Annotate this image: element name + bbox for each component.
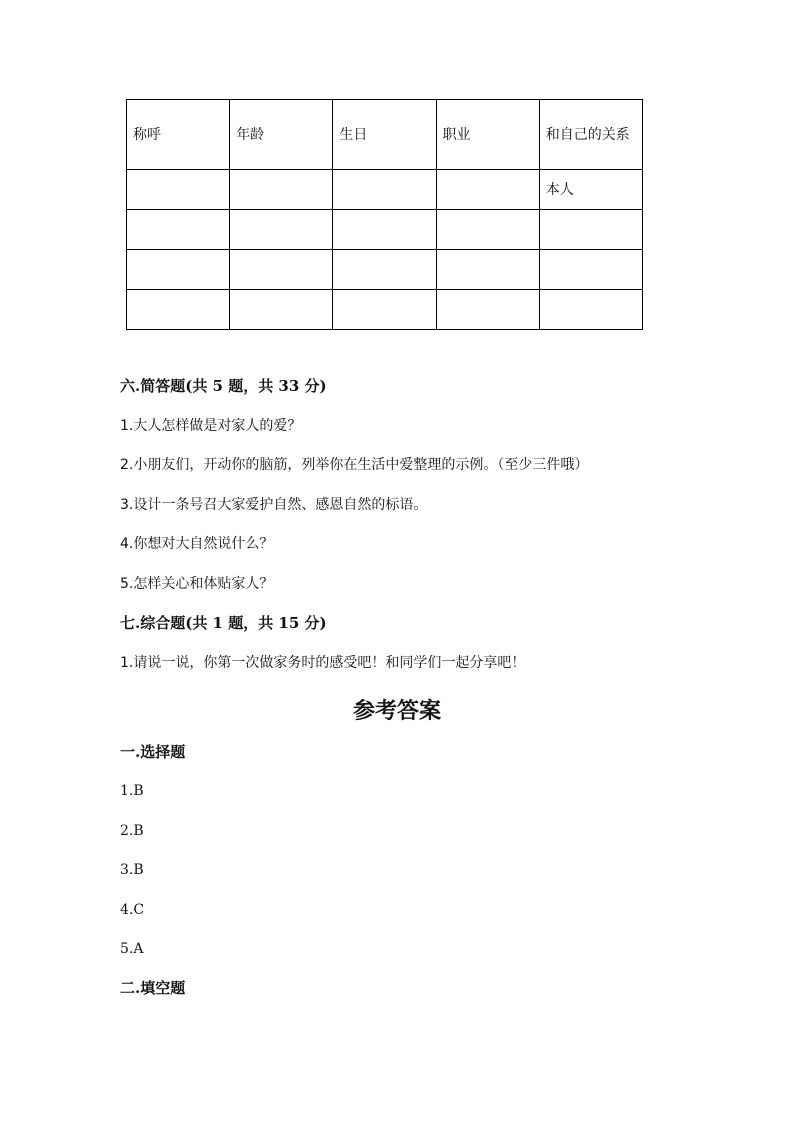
- answer-section1-heading: 一.选择题: [120, 743, 186, 761]
- table-cell[interactable]: [333, 170, 436, 210]
- header-age: 年龄: [230, 100, 333, 170]
- question-item: 4.你想对大自然说什么？: [120, 536, 274, 552]
- table-cell[interactable]: [333, 250, 436, 290]
- table-row: [127, 170, 643, 210]
- table-cell[interactable]: [127, 210, 230, 250]
- table-row: [127, 290, 643, 330]
- question-item: 5.怎样关心和体贴家人？: [120, 576, 274, 592]
- answer-item: 3.B: [120, 862, 144, 878]
- table-cell[interactable]: [436, 250, 539, 290]
- header-relationship: 和自己的关系: [539, 100, 642, 170]
- question-item: 3.设计一条号召大家爱护自然、感恩自然的标语。: [120, 497, 428, 513]
- header-occupation: 职业: [436, 100, 539, 170]
- question-item: 1.请说一说，你第一次做家务时的感受吧！和同学们一起分享吧！: [120, 655, 526, 671]
- table-cell[interactable]: [539, 250, 642, 290]
- table-cell[interactable]: [436, 210, 539, 250]
- answer-item: 2.B: [120, 823, 144, 839]
- table-cell[interactable]: [127, 290, 230, 330]
- table-header-row: [127, 100, 643, 170]
- table-cell[interactable]: [539, 210, 642, 250]
- question-item: 1.大人怎样做是对家人的爱？: [120, 418, 302, 434]
- question-item: 2.小朋友们，开动你的脑筋，列举你在生活中爱整理的示例。（至少三件哦）: [120, 457, 589, 473]
- header-birthday: 生日: [333, 100, 436, 170]
- table-cell[interactable]: [436, 290, 539, 330]
- answer-item: 4.C: [120, 902, 145, 918]
- table-cell[interactable]: [127, 250, 230, 290]
- family-info-table: [126, 99, 643, 330]
- table-cell[interactable]: [127, 170, 230, 210]
- table-cell[interactable]: [230, 170, 333, 210]
- table-row: [127, 250, 643, 290]
- table-cell[interactable]: [436, 170, 539, 210]
- table-cell[interactable]: [333, 290, 436, 330]
- answer-item: 5.A: [120, 941, 144, 957]
- answer-key-title: 参考答案: [352, 698, 441, 724]
- section6-heading: 六.简答题(共 5 题，共 33 分): [120, 377, 327, 395]
- table-cell[interactable]: [333, 210, 436, 250]
- table-cell[interactable]: [539, 290, 642, 330]
- answer-section2-heading: 二.填空题: [120, 979, 186, 997]
- header-title: 称呼: [127, 100, 230, 170]
- section7-heading: 七.综合题(共 1 题，共 15 分): [120, 614, 327, 632]
- table-cell[interactable]: [230, 250, 333, 290]
- table-cell[interactable]: [230, 210, 333, 250]
- table-cell[interactable]: [230, 290, 333, 330]
- table-cell: 本人: [539, 170, 642, 210]
- table-row: [127, 210, 643, 250]
- answer-item: 1.B: [120, 783, 144, 799]
